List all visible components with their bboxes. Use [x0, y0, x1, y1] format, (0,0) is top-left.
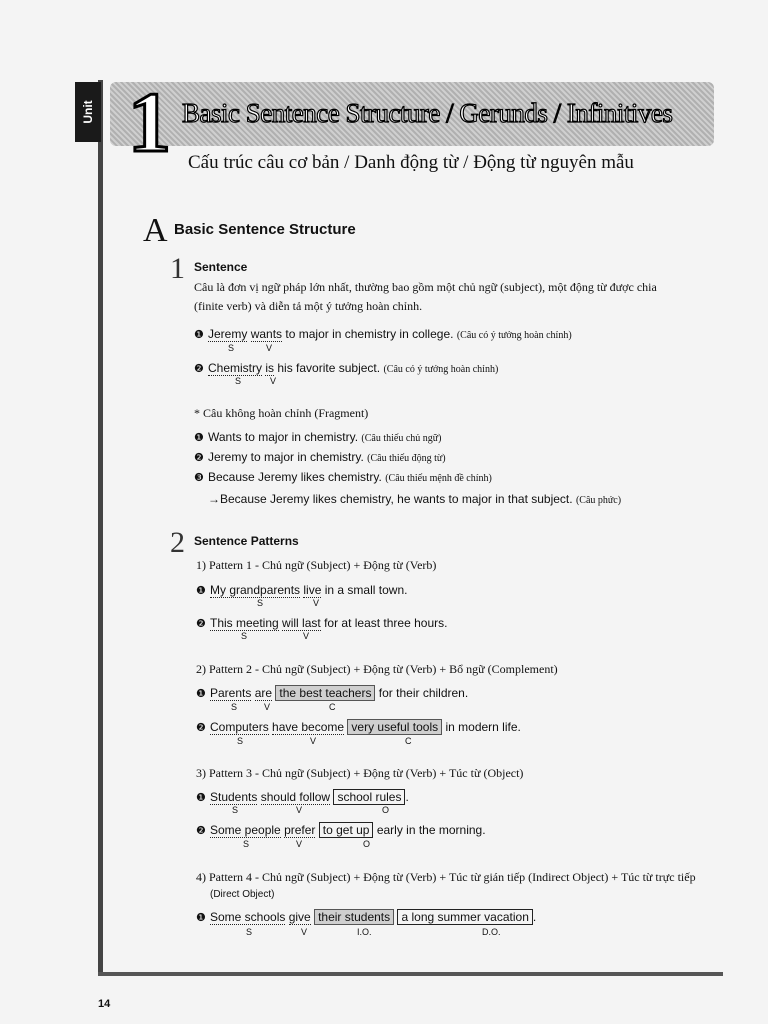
bullet: ❶	[196, 792, 206, 804]
fragment-text: Wants to major in chemistry.	[208, 430, 359, 444]
verb: have become	[272, 720, 345, 734]
page-number: 14	[98, 998, 111, 1010]
label-v: V	[296, 805, 303, 815]
fragment-heading: * Câu không hoàn chỉnh (Fragment)	[194, 406, 369, 420]
verb: are	[254, 686, 273, 700]
label-v: V	[264, 702, 271, 712]
fragment-1	[194, 430, 442, 444]
subject: Students	[210, 790, 258, 804]
label-s: S	[257, 598, 264, 608]
object: to get up	[319, 822, 374, 838]
subsection-title-2: Sentence Patterns	[194, 534, 299, 548]
unit-tab-label: Unit	[81, 100, 95, 124]
pattern-1-example-2	[196, 616, 447, 630]
section-title: Basic Sentence Structure	[174, 221, 356, 238]
label-v: V	[301, 927, 308, 937]
bullet: ❶	[194, 329, 204, 341]
pattern-3-heading: 3) Pattern 3 - Chủ ngữ (Subject) + Động từ (Verb) + Túc từ (Object)	[196, 766, 524, 780]
fragment-3	[194, 470, 492, 484]
complement: the best teachers	[275, 685, 375, 701]
bullet: ❷	[196, 618, 206, 630]
bullet: ❶	[196, 688, 206, 700]
rest: to major in chemistry in college.	[285, 327, 454, 341]
example-1-1	[194, 327, 572, 341]
label-s: S	[228, 343, 235, 353]
bullet: ❷	[194, 452, 204, 464]
subject: Some people	[210, 823, 281, 837]
label-io: I.O.	[357, 927, 372, 937]
subject: Jeremy	[208, 327, 248, 341]
object: school rules	[333, 789, 405, 805]
rest: for their children.	[378, 686, 469, 700]
bullet: ❶	[196, 585, 206, 597]
subsection-title-1: Sentence	[194, 260, 248, 274]
fragment-text: Because Jeremy likes chemistry.	[208, 470, 382, 484]
pattern-3-example-2	[196, 823, 486, 837]
rest: in modern life.	[445, 720, 521, 734]
rest: .	[405, 790, 409, 804]
rest: for at least three hours.	[324, 616, 448, 630]
pattern-4-heading-cont: (Direct Object)	[210, 889, 275, 900]
fragment-text: Jeremy to major in chemistry.	[208, 450, 364, 464]
verb: give	[288, 910, 311, 924]
subject: My grandparents	[210, 583, 301, 597]
verb: will last	[282, 616, 321, 630]
section-letter: A	[143, 212, 168, 249]
label-s: S	[237, 736, 244, 746]
pattern-2-example-2	[196, 720, 521, 734]
pattern-2-heading: 2) Pattern 2 - Chủ ngữ (Subject) + Động từ (Verb) + Bổ ngữ (Complement)	[196, 662, 558, 676]
label-o: O	[363, 839, 371, 849]
bullet: ❷	[194, 363, 204, 375]
note: (Câu thiếu động từ)	[367, 453, 446, 464]
bullet: ❷	[196, 825, 206, 837]
verb: live	[303, 583, 322, 597]
subsection-number-2: 2	[170, 526, 185, 559]
indirect-object: their students	[314, 909, 394, 925]
sentence-desc-line1: Câu là đơn vị ngữ pháp lớn nhất, thường bao gồm một chủ ngữ (subject), một động từ được chia	[194, 280, 657, 294]
complement: very useful tools	[347, 719, 442, 735]
label-do: D.O.	[482, 927, 501, 937]
pattern-4-heading: 4) Pattern 4 - Chủ ngữ (Subject) + Động từ (Verb) + Túc từ gián tiếp (Indirect Object) + Túc từ trực tiếp	[196, 870, 696, 884]
note: (Câu thiếu mệnh đề chính)	[385, 473, 492, 484]
note: (Câu có ý tưởng hoàn chỉnh)	[383, 364, 499, 375]
pattern-3-example-1	[196, 790, 409, 804]
subsection-number-1: 1	[170, 252, 185, 285]
label-o: O	[382, 805, 390, 815]
pattern-1-example-1	[196, 583, 407, 597]
label-v: V	[266, 343, 273, 353]
label-v: V	[270, 376, 277, 386]
subject: Chemistry	[208, 361, 263, 375]
fragment-fix-text: →Because Jeremy likes chemistry, he wants to major in that subject.	[208, 492, 573, 506]
bullet: ❶	[194, 432, 204, 444]
note: (Câu phức)	[575, 495, 622, 506]
label-s: S	[231, 702, 238, 712]
example-1-2	[194, 361, 498, 375]
pattern-2-example-1	[196, 686, 468, 700]
subject: Some schools	[210, 910, 286, 924]
label-s: S	[232, 805, 239, 815]
unit-number: 1	[128, 74, 171, 170]
fragment-fix	[208, 492, 621, 506]
label-s: S	[241, 631, 248, 641]
direct-object: a long summer vacation	[397, 909, 532, 925]
verb: is	[265, 361, 275, 375]
verb: prefer	[284, 823, 316, 837]
bullet: ❶	[196, 912, 206, 924]
label-v: V	[303, 631, 310, 641]
bullet: ❸	[194, 472, 204, 484]
label-c: C	[329, 702, 336, 712]
label-v: V	[296, 839, 303, 849]
rest: his favorite subject.	[277, 361, 381, 375]
rest: .	[532, 910, 537, 924]
page-subtitle-vi: Cấu trúc câu cơ bản / Danh động từ / Động từ nguyên mẫu	[188, 152, 634, 173]
subject: Computers	[210, 720, 269, 734]
verb: wants	[250, 327, 283, 341]
sentence-desc-line2: (finite verb) và diễn tả một ý tưởng hoàn chỉnh.	[194, 299, 423, 313]
subject: Parents	[210, 686, 252, 700]
fragment-2	[194, 450, 446, 464]
pattern-4-example-1	[196, 910, 536, 924]
label-s: S	[235, 376, 242, 386]
note: (Câu có ý tưởng hoàn chỉnh)	[456, 330, 572, 341]
rest: in a small town.	[324, 583, 408, 597]
note: (Câu thiếu chủ ngữ)	[361, 433, 442, 444]
label-s: S	[246, 927, 253, 937]
bullet: ❷	[196, 722, 206, 734]
verb: should follow	[260, 790, 331, 804]
subject: This meeting	[210, 616, 279, 630]
rest: early in the morning.	[376, 823, 486, 837]
label-s: S	[243, 839, 250, 849]
unit-tab	[75, 82, 101, 142]
label-v: V	[313, 598, 320, 608]
page-title: Basic Sentence Structure / Gerunds / Infinitives	[182, 98, 673, 128]
left-margin-rule	[98, 80, 103, 975]
bottom-rule	[98, 972, 723, 976]
label-c: C	[405, 736, 412, 746]
label-v: V	[310, 736, 317, 746]
pattern-1-heading: 1) Pattern 1 - Chủ ngữ (Subject) + Động từ (Verb)	[196, 558, 437, 572]
